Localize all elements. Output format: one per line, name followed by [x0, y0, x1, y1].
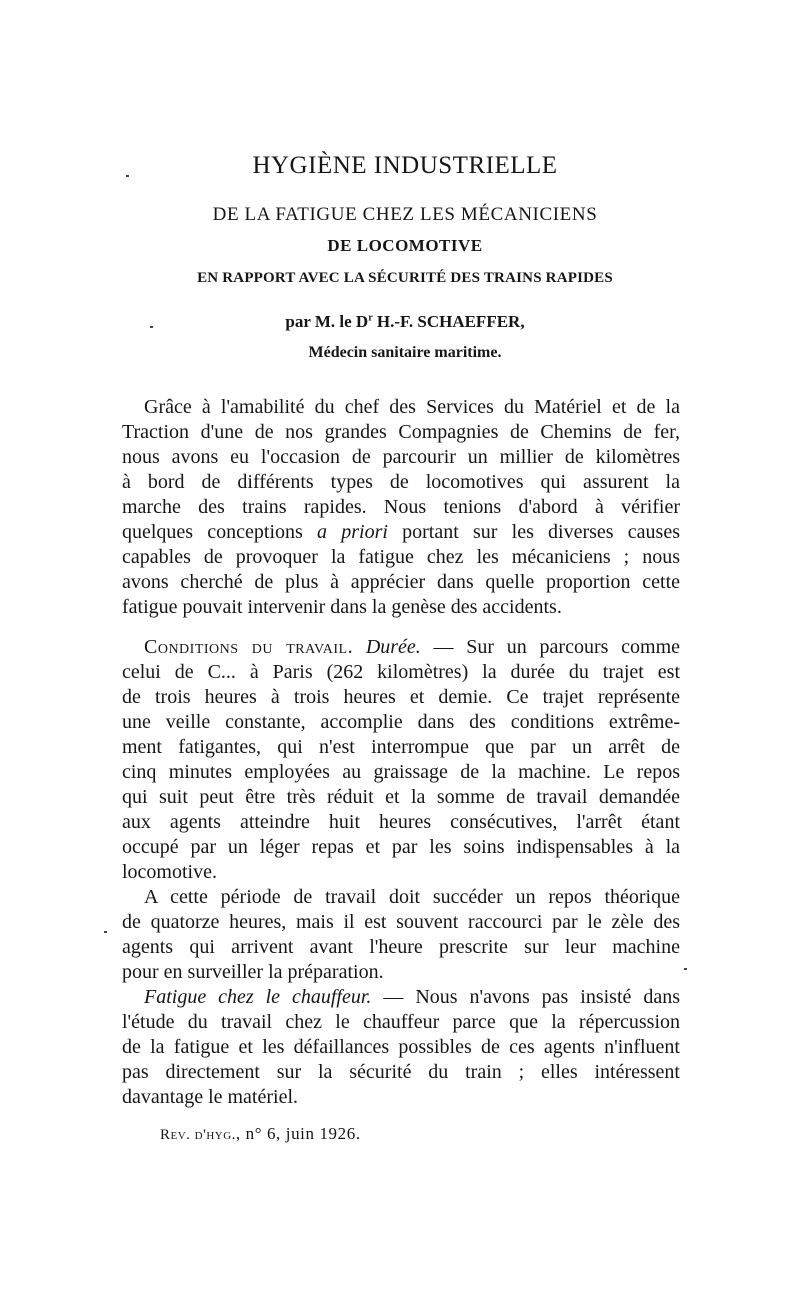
page-footer-citation: [160, 1124, 361, 1144]
author-name: H.-F. SCHAEFFER,: [372, 312, 525, 331]
text-line: quelques conceptions a priori portant sur les diverses causes: [122, 521, 680, 543]
text-line: aux agents atteindre huit heures consécutives, l'arrêt étant: [122, 811, 680, 833]
scan-speck: [104, 931, 107, 933]
text-fragment: — Nous n'avons pas insisté dans: [371, 986, 680, 1008]
text-line: l'étude du travail chez le chauffeur parce que la répercussion: [122, 1011, 680, 1033]
text-line: occupé par un léger repas et par les soins indispensables à la: [122, 836, 680, 858]
paragraph-working-conditions: [122, 635, 680, 885]
text-line: A cette période de travail doit succéder un repos théorique: [144, 886, 680, 908]
paragraph-fireman-fatigue: [122, 985, 680, 1110]
author-role: Médecin sanitaire maritime.: [308, 344, 502, 361]
italic-phrase: a priori: [317, 521, 388, 543]
text-line: de trois heures à trois heures et demie. Ce trajet représente: [122, 686, 680, 708]
paragraph-intro: [122, 395, 680, 620]
text-line: fatigue pouvait intervenir dans la genèse des accidents.: [122, 596, 562, 618]
text-line: de la fatigue et les défaillances possibles de ces agents n'influent: [122, 1036, 680, 1058]
text-line: à bord de différents types de locomotives qui assurent la: [122, 471, 680, 493]
section-subheading-chauffeur: Fatigue chez le chauffeur.: [144, 986, 372, 1008]
author-line: [100, 312, 710, 332]
paragraph-rest-period: [122, 885, 680, 985]
text-line: Traction d'une de nos grandes Compagnies de Chemins de fer,: [122, 421, 680, 443]
text-line: [122, 635, 680, 660]
text-line: cinq minutes employées au graissage de la machine. Le repos: [122, 761, 680, 783]
text-line: Grâce à l'amabilité du chef des Services du Matériel et de la: [144, 396, 680, 418]
text-line: avons cherché de plus à apprécier dans quelle proportion cette: [122, 571, 680, 593]
text-line: locomotive.: [122, 861, 217, 883]
article-subtitle-line-1: DE LA FATIGUE CHEZ LES MÉCANICIENS: [212, 204, 598, 225]
article-title: HYGIÈNE INDUSTRIELLE: [252, 152, 558, 179]
text-line: davantage le matériel.: [122, 1086, 299, 1108]
text-line: de quatorze heures, mais il est souvent raccourci par le zèle des: [122, 911, 680, 933]
text-fragment: — Sur un parcours comme: [420, 636, 680, 658]
text-line: qui suit peut être très réduit et la somme de travail demandée: [122, 786, 680, 808]
author-title-sup: r: [368, 312, 373, 324]
scan-speck: [150, 326, 153, 328]
text-line: [122, 985, 680, 1010]
article-subtitle-line-2: DE LOCOMOTIVE: [327, 236, 483, 255]
text-line: nous avons eu l'occasion de parcourir un millier de kilomètres: [122, 446, 680, 468]
text-line: ment fatigantes, qui n'est interrompue que par un arrêt de: [122, 736, 680, 758]
text-line: celui de C... à Paris (262 kilomètres) la durée du trajet est: [122, 661, 680, 683]
issue-reference: , n° 6, juin 1926.: [235, 1124, 361, 1143]
text-line: pas directement sur la sécurité du train ; elles intéressent: [122, 1061, 680, 1083]
journal-abbreviation: Rev. d'hyg.: [160, 1127, 236, 1143]
text-line: une veille constante, accomplie dans des conditions extrême-: [122, 711, 680, 733]
scan-speck: [684, 968, 687, 970]
text-line: marche des trains rapides. Nous tenions d'abord à vérifier: [122, 496, 680, 518]
text-line: agents qui arrivent avant l'heure prescrite sur leur machine: [122, 936, 680, 958]
text-line: pour en surveiller la préparation.: [122, 961, 384, 983]
scan-speck: [126, 175, 129, 177]
section-subheading-duree: Durée.: [365, 636, 421, 658]
article-subtitle-line-3: EN RAPPORT AVEC LA SÉCURITÉ DES TRAINS RAPIDES: [197, 270, 613, 286]
text-line: capables de provoquer la fatigue chez les mécaniciens ; nous: [122, 546, 680, 568]
section-heading-conditions: Conditions du travail.: [144, 636, 354, 658]
author-prefix: par M. le D: [285, 312, 369, 331]
